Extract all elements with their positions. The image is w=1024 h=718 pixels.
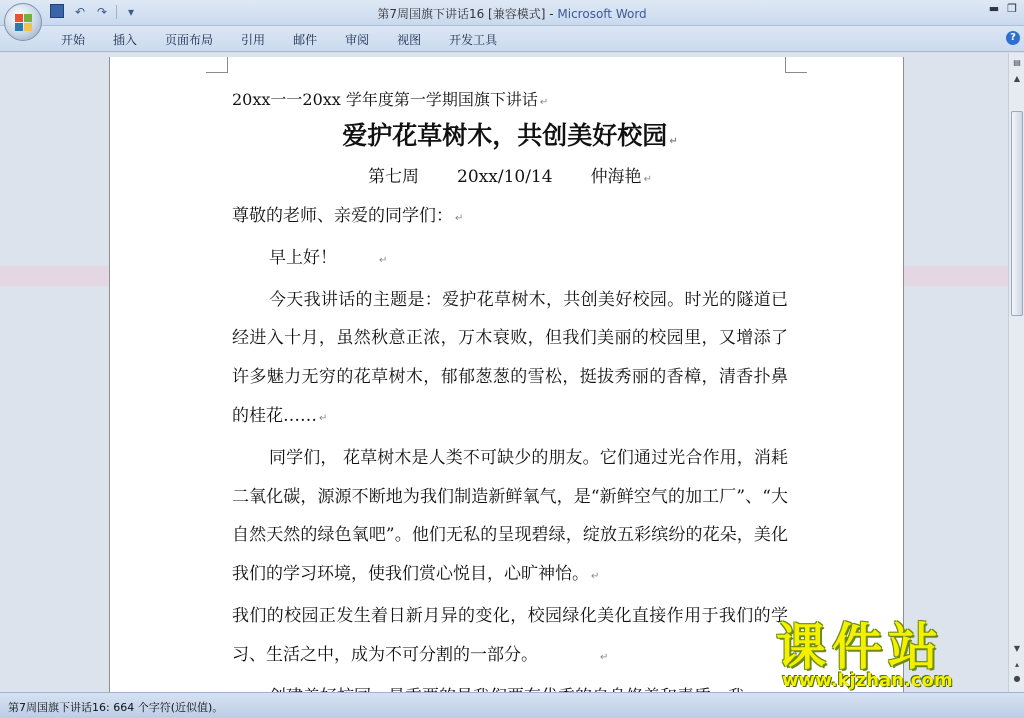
redo-icon[interactable]: ↷: [96, 5, 108, 19]
body-paragraph-3: [232, 597, 788, 678]
restore-icon[interactable]: ❐: [1007, 2, 1017, 15]
tab-page-layout[interactable]: 页面布局: [165, 33, 214, 47]
paragraph-mark: ↵: [455, 213, 464, 224]
crop-mark-top-right: [785, 57, 807, 73]
tab-references[interactable]: 引用: [241, 33, 266, 47]
paragraph-mark: ↵: [379, 254, 388, 266]
paragraph-mark: ↵: [319, 412, 328, 424]
doc-title: [232, 116, 788, 162]
body-paragraph-1: [232, 281, 788, 439]
morning-paragraph: [232, 239, 788, 281]
browse-object-icon[interactable]: ●: [1013, 674, 1021, 683]
tab-mailings[interactable]: 邮件: [293, 33, 318, 47]
help-icon[interactable]: ?: [1006, 31, 1020, 45]
doc-heading-text: 20xx一一20xx 学年度第一学期国旗下讲话: [232, 90, 538, 109]
title-bar: [0, 0, 1024, 26]
meta-week: 第七周: [368, 167, 420, 187]
meta-author: 仲海艳: [590, 167, 642, 187]
tab-home[interactable]: 开始: [61, 33, 86, 47]
meta-date: 20xx/10/14: [457, 167, 553, 187]
paragraph-mark: ↵: [539, 97, 549, 108]
crop-mark-top-left: [206, 57, 228, 73]
document-title: 第7周国旗下讲话16 [兼容模式]: [377, 7, 546, 21]
body-paragraph-2: [232, 439, 788, 597]
para1-text: 今天我讲话的主题是：爱护花草树木，共创美好校园。时光的隧道已经进入十月，虽然秋意正浓，万木衰败，但我们美丽的校园里，又增添了许多魅力无穷的花草树木，郁郁葱葱的雪松，挺拔秀丽的香樟，清香扑鼻的桂花……: [232, 289, 788, 426]
customize-toolbar-icon[interactable]: ▾: [127, 5, 135, 19]
morning-text: 早上好！: [269, 247, 337, 268]
ribbon-tabs: [61, 31, 525, 48]
para3-text: 我们的校园正发生着日新月异的变化，校园绿化美化直接作用于我们的学习、生活之中，成为不可分割的一部分。: [232, 605, 788, 665]
previous-page-icon[interactable]: ▴: [1014, 660, 1019, 669]
doc-meta: [232, 162, 788, 195]
greeting-paragraph: [232, 197, 788, 239]
greeting-text: 尊敬的老师、亲爱的同学们：: [232, 206, 453, 226]
vertical-scrollbar[interactable]: [1008, 53, 1024, 692]
paragraph-mark: ↵: [669, 136, 678, 147]
paragraph-mark: ↵: [600, 651, 609, 663]
ruler-toggle-icon[interactable]: ▤: [1013, 58, 1021, 67]
watermark-url: www.kjzhan.com: [782, 670, 953, 691]
doc-heading: [232, 87, 788, 116]
undo-icon[interactable]: ↶: [74, 5, 86, 19]
paragraph-mark: ↵: [591, 571, 600, 583]
para2-text: 同学们， 花草树木是人类不可缺少的朋友。它们通过光合作用，消耗二氧化碳，源源不断地为我们制造新鲜氧气，是“新鲜空气的加工厂”、“大自然天然的绿色氧吧”。他们无私的呈现碧绿，绽放五彩缤纷的花朵，美化我们的学习环境，使我们赏心悦目，心旷神怡。: [232, 447, 788, 585]
minimize-icon[interactable]: ▬: [988, 2, 1000, 15]
doc-title-text: 爱护花草树木，共创美好校园: [342, 121, 668, 150]
app-name: Microsoft Word: [557, 7, 647, 21]
kjzhan-watermark: [772, 618, 1012, 692]
watermark-logo-text: 课件站: [776, 618, 944, 676]
document-workspace: [0, 53, 1008, 692]
window-controls: [988, 2, 1018, 15]
tab-insert[interactable]: 插入: [113, 33, 138, 47]
tab-review[interactable]: 审阅: [345, 33, 370, 47]
scroll-down-icon[interactable]: ▼: [1013, 644, 1021, 653]
tab-view[interactable]: 视图: [397, 33, 422, 47]
window-title: [0, 5, 1024, 22]
ribbon: [0, 26, 1024, 52]
office-button[interactable]: [4, 3, 42, 41]
office-logo-icon: [15, 14, 33, 32]
status-bar: [0, 692, 1024, 718]
title-separator: -: [545, 7, 558, 21]
document-page[interactable]: [109, 57, 904, 697]
status-word-count[interactable]: 第7周国旗下讲话16: 664 个字符(近似值)。: [8, 701, 224, 714]
tab-developer[interactable]: 开发工具: [449, 33, 498, 47]
paragraph-mark: ↵: [643, 174, 652, 185]
scrollbar-thumb[interactable]: [1011, 111, 1023, 316]
document-body[interactable]: [232, 87, 788, 716]
scroll-up-icon[interactable]: ▲: [1013, 74, 1021, 83]
